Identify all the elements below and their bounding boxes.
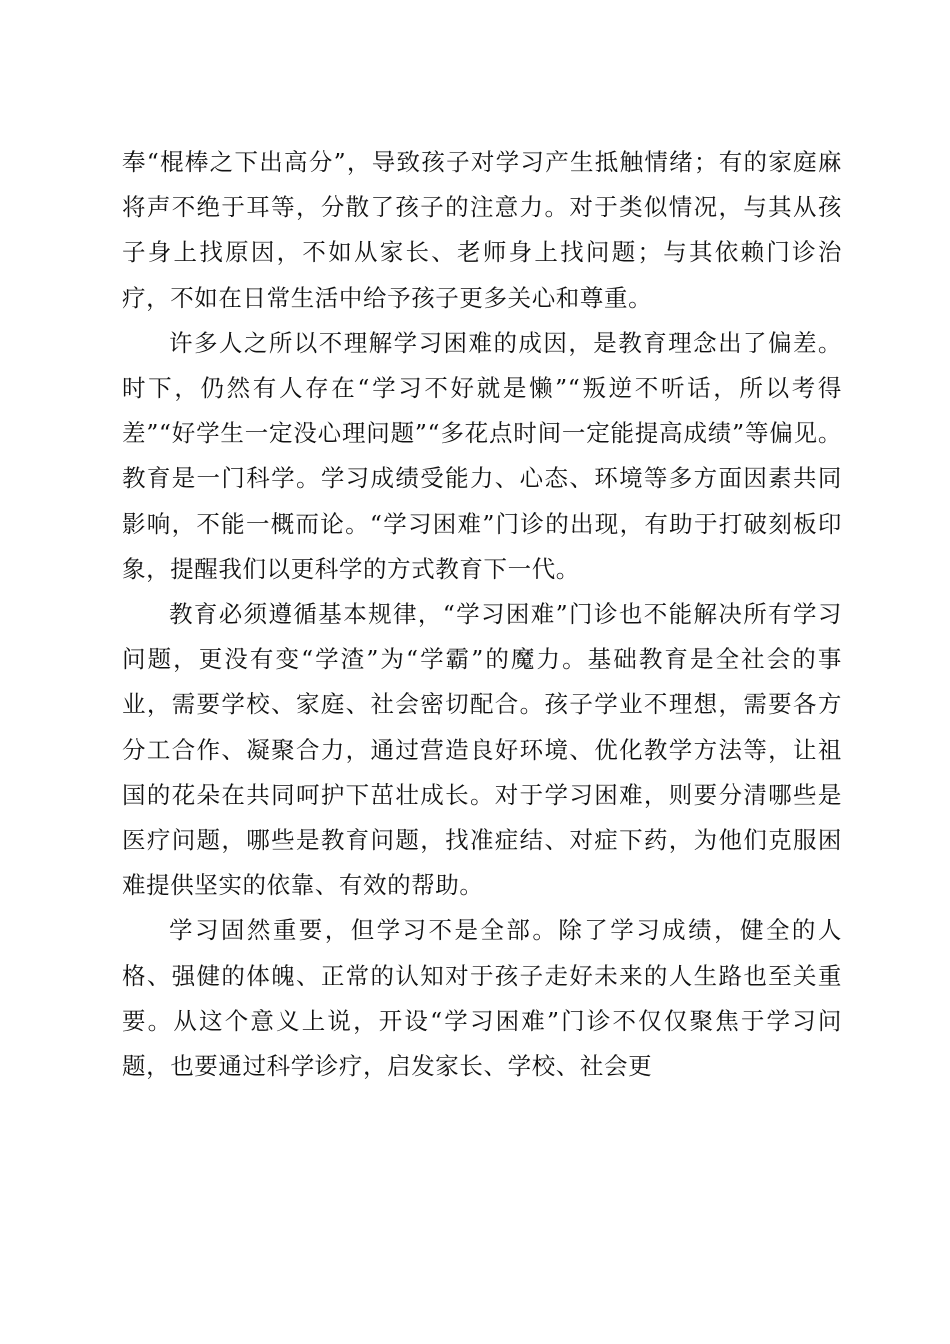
paragraph: 学习固然重要，但学习不是全部。除了学习成绩，健全的人格、强健的体魄、正常的认知对于孩子走好未来的人生路也至关重要。从这个意义上说，开设“学习困难”门诊不仅仅聚焦于学习问题，也要通过科学诊疗，启发家长、学校、社会更 <box>122 916 842 1081</box>
paragraph-continued: 奉“棍棒之下出高分”，导致孩子对学习产生抵触情绪；有的家庭麻将声不绝于耳等，分散了孩子的注意力。对于类似情况，与其从孩子身上找原因，不如从家长、老师身上找问题；与其依赖门诊治疗，不如在日常生活中给予孩子更多关心和尊重。 <box>122 148 842 312</box>
paragraph: 许多人之所以不理解学习困难的成因，是教育理念出了偏差。时下，仍然有人存在“学习不好就是懒”“叛逆不听话，所以考得差”“好学生一定没心理问题”“多花点时间一定能提高成绩”等偏见。教育是一门科学。学习成绩受能力、心态、环境等多方面因素共同影响，不能一概而论。“学习困难”门诊的出现，有助于打破刻板印象，提醒我们以更科学的方式教育下一代。 <box>122 328 842 583</box>
document-body <box>122 140 842 1089</box>
paragraph: 教育必须遵循基本规律，“学习困难”门诊也不能解决所有学习问题，更没有变“学渣”为“学霸”的魔力。基础教育是全社会的事业，需要学校、家庭、社会密切配合。孩子学业不理想，需要各方分工合作、凝聚合力，通过营造良好环境、优化教学方法等，让祖国的花朵在共同呵护下茁壮成长。对于学习困难，则要分清哪些是医疗问题，哪些是教育问题，找准症结、对症下药，为他们克服困难提供坚实的依靠、有效的帮助。 <box>122 600 842 900</box>
